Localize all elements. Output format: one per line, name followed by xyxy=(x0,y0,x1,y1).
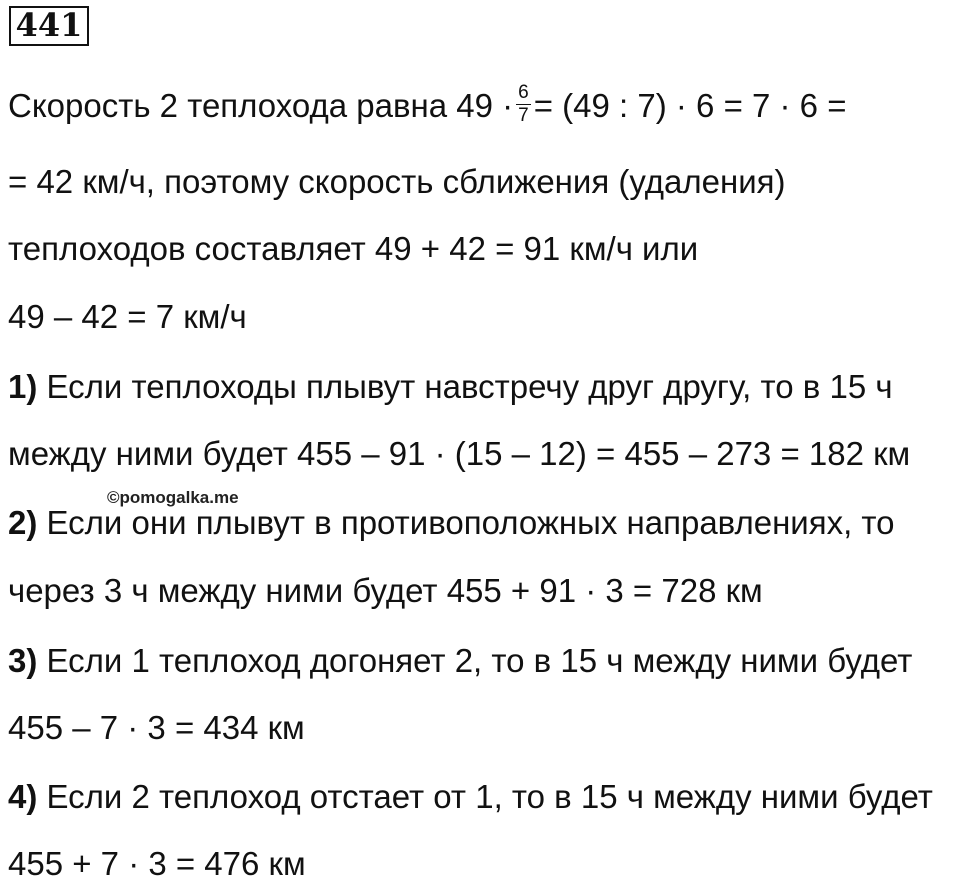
case-2-line-2: через 3 ч между ними будет 455 + 91 · 3 = 728 км xyxy=(8,572,763,609)
intro-text: Скорость 2 теплохода равна 49 · xyxy=(8,87,514,125)
watermark: ©pomogalka.me xyxy=(107,488,239,507)
problem-number: 441 xyxy=(15,6,83,44)
case-2-line-1 xyxy=(8,506,895,539)
case-text: Если 1 теплоход догоняет 2, то в 15 ч между ними будет xyxy=(46,642,913,679)
case-text: Если 2 теплоход отстает от 1, то в 15 ч между ними будет xyxy=(46,778,933,815)
case-1-line-2: между ними будет 455 – 91 · (15 – 12) = 455 – 273 = 182 км xyxy=(8,435,911,472)
case-marker: 1) xyxy=(8,368,38,405)
case-marker: 4) xyxy=(8,778,38,815)
fraction-numerator: 6 xyxy=(518,82,529,103)
fraction-denominator: 7 xyxy=(518,104,529,126)
fraction xyxy=(516,83,531,126)
case-text: Если они плывут в противоположных направлениях, то xyxy=(46,504,895,541)
intro-line-2: = 42 км/ч, поэтому скорость сближения (удаления) xyxy=(8,163,786,200)
intro-text: = (49 : 7) · 6 = 7 · 6 = xyxy=(533,87,847,125)
case-3-line-2: 455 – 7 · 3 = 434 км xyxy=(8,709,305,746)
case-marker: 3) xyxy=(8,642,38,679)
intro-line-3: теплоходов составляет 49 + 42 = 91 км/ч или xyxy=(8,230,699,267)
intro-line-4: 49 – 42 = 7 км/ч xyxy=(8,298,247,335)
problem-number-box xyxy=(9,6,89,46)
case-4-line-1 xyxy=(8,780,933,813)
case-marker: 2) xyxy=(8,504,38,541)
case-text: Если теплоходы плывут навстречу друг другу, то в 15 ч xyxy=(46,368,893,405)
case-1-line-1 xyxy=(8,370,893,403)
case-4-line-2: 455 + 7 · 3 = 476 км xyxy=(8,845,306,882)
case-3-line-1 xyxy=(8,644,912,677)
intro-line-1 xyxy=(8,82,847,130)
